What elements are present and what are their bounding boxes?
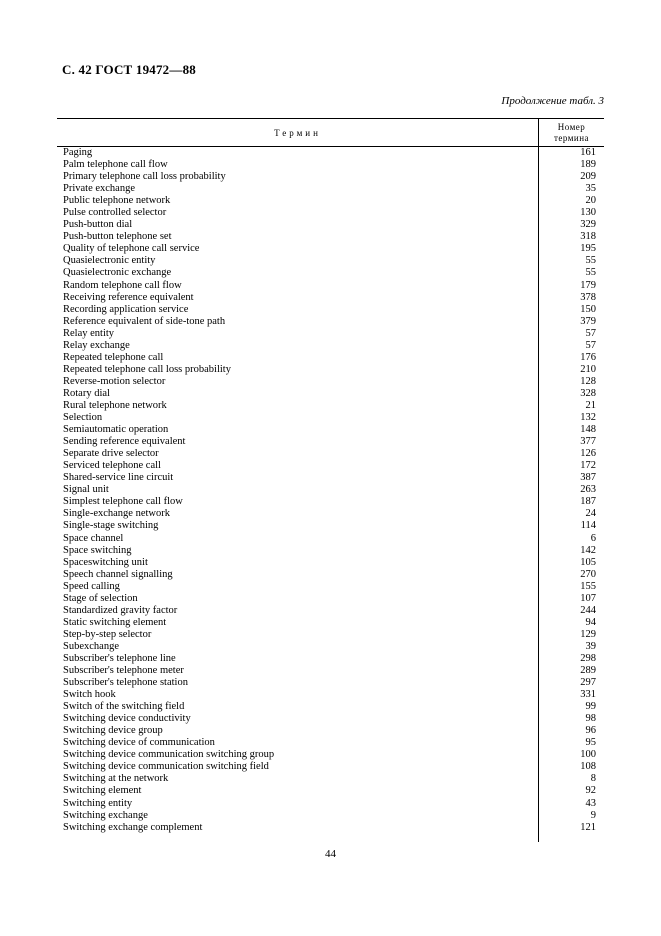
term-cell: Quasielectronic exchange <box>63 267 172 279</box>
term-cell: Random telephone call flow <box>63 279 182 291</box>
table-row <box>57 147 604 159</box>
number-cell: 289 <box>538 665 604 677</box>
number-cell: 107 <box>538 593 604 605</box>
spacer-term-cell <box>57 834 538 842</box>
term-cell: Quality of telephone call service <box>63 243 200 255</box>
table-row <box>57 593 604 605</box>
table-row <box>57 533 604 545</box>
number-cell: 100 <box>538 749 604 761</box>
number-cell: 209 <box>538 171 604 183</box>
number-cell: 55 <box>538 267 604 279</box>
table-row <box>57 436 604 448</box>
term-cell: Spaceswitching unit <box>63 556 148 568</box>
table-row <box>57 267 604 279</box>
term-cell: Speed calling <box>63 580 120 592</box>
term-cell: Primary telephone call loss probability <box>63 171 226 183</box>
table-row <box>57 292 604 304</box>
number-column-header-line1: Номер <box>557 121 586 132</box>
term-cell: Recording application service <box>63 303 189 315</box>
table-row <box>57 484 604 496</box>
table-row <box>57 545 604 557</box>
term-cell: Switching device communication switching group <box>63 749 275 761</box>
term-cell: Shared-service line circuit <box>63 472 174 484</box>
spacer-number-cell <box>538 834 604 842</box>
number-cell: 172 <box>538 460 604 472</box>
term-cell: Switch of the switching field <box>63 701 185 713</box>
table-rows <box>57 147 604 834</box>
term-cell: Push-button telephone set <box>63 231 172 243</box>
number-cell: 378 <box>538 292 604 304</box>
number-cell: 187 <box>538 496 604 508</box>
number-cell: 377 <box>538 436 604 448</box>
number-cell: 21 <box>538 400 604 412</box>
page-number: 44 <box>325 848 336 860</box>
table-row <box>57 231 604 243</box>
number-cell: 328 <box>538 388 604 400</box>
number-cell: 105 <box>538 557 604 569</box>
table-row <box>57 581 604 593</box>
number-column-header-line2: термина <box>553 132 590 143</box>
term-cell: Reverse-motion selector <box>63 375 166 387</box>
number-cell: 39 <box>538 641 604 653</box>
term-cell: Single-exchange network <box>63 508 171 520</box>
term-cell: Relay exchange <box>63 339 130 351</box>
number-cell: 155 <box>538 581 604 593</box>
term-cell: Standardized gravity factor <box>63 604 178 616</box>
term-cell: Serviced telephone call <box>63 460 161 472</box>
number-cell: 128 <box>538 376 604 388</box>
table-row <box>57 460 604 472</box>
term-cell: Stage of selection <box>63 592 138 604</box>
term-cell: Receiving reference equivalent <box>63 291 194 303</box>
term-cell: Subexchange <box>63 640 119 652</box>
table-row <box>57 183 604 195</box>
table-row <box>57 689 604 701</box>
term-column-header: Термин <box>274 127 321 138</box>
term-cell: Pulse controlled selector <box>63 207 167 219</box>
table-row <box>57 412 604 424</box>
number-cell: 24 <box>538 508 604 520</box>
term-cell: Paging <box>63 147 93 158</box>
table-spacer-row <box>57 834 604 842</box>
table-row <box>57 629 604 641</box>
number-cell: 57 <box>538 328 604 340</box>
table-row <box>57 785 604 797</box>
number-cell: 318 <box>538 231 604 243</box>
table-row <box>57 605 604 617</box>
number-cell: 114 <box>538 520 604 532</box>
term-cell: Repeated telephone call loss probability <box>63 363 231 375</box>
number-cell: 108 <box>538 761 604 773</box>
number-cell: 92 <box>538 785 604 797</box>
table-row <box>57 304 604 316</box>
table-row <box>57 340 604 352</box>
number-cell: 9 <box>538 810 604 822</box>
term-cell: Public telephone network <box>63 195 171 207</box>
number-cell: 176 <box>538 352 604 364</box>
number-cell: 387 <box>538 472 604 484</box>
number-cell: 142 <box>538 545 604 557</box>
term-cell: Palm telephone call flow <box>63 159 168 171</box>
number-cell: 126 <box>538 448 604 460</box>
table-row <box>57 376 604 388</box>
table-header-row <box>57 119 604 147</box>
table-row <box>57 677 604 689</box>
number-cell: 43 <box>538 798 604 810</box>
table-row <box>57 388 604 400</box>
term-cell: Relay entity <box>63 327 115 339</box>
term-cell: Static switching element <box>63 616 167 628</box>
table-row <box>57 665 604 677</box>
term-cell: Selection <box>63 412 103 424</box>
table-row <box>57 352 604 364</box>
table-row <box>57 496 604 508</box>
page-header: С. 42 ГОСТ 19472—88 <box>62 62 196 77</box>
number-cell: 121 <box>538 822 604 834</box>
term-cell: Push-button dial <box>63 219 133 231</box>
number-cell: 161 <box>538 147 604 159</box>
table-row <box>57 171 604 183</box>
term-cell: Reference equivalent of side-tone path <box>63 315 226 327</box>
table-row <box>57 557 604 569</box>
number-cell: 6 <box>538 533 604 545</box>
term-cell: Private exchange <box>63 183 136 195</box>
table-row <box>57 364 604 376</box>
term-cell: Switching device communication switching field <box>63 761 269 773</box>
table-row <box>57 773 604 785</box>
table-row <box>57 207 604 219</box>
number-cell: 150 <box>538 304 604 316</box>
table-row <box>57 653 604 665</box>
number-cell: 55 <box>538 255 604 267</box>
table-row <box>57 508 604 520</box>
number-cell: 95 <box>538 737 604 749</box>
number-column-header <box>538 119 604 146</box>
number-cell: 129 <box>538 629 604 641</box>
number-cell: 329 <box>538 219 604 231</box>
number-cell: 99 <box>538 701 604 713</box>
term-cell: Step-by-step selector <box>63 628 152 640</box>
number-cell: 94 <box>538 617 604 629</box>
terms-table <box>57 118 604 842</box>
table-row <box>57 617 604 629</box>
term-cell: Switching device conductivity <box>63 713 191 725</box>
term-cell: Speech channel signalling <box>63 568 173 580</box>
table-row <box>57 749 604 761</box>
number-cell: 179 <box>538 280 604 292</box>
table-row <box>57 328 604 340</box>
table-row <box>57 316 604 328</box>
table-row <box>57 798 604 810</box>
table-row <box>57 761 604 773</box>
term-cell: Switching device group <box>63 725 163 737</box>
term-cell: Separate drive selector <box>63 448 159 460</box>
term-cell: Switching exchange complement <box>63 821 203 833</box>
term-cell: Rotary dial <box>63 387 110 399</box>
term-cell: Switching exchange <box>63 809 148 821</box>
table-row <box>57 737 604 749</box>
table-row <box>57 448 604 460</box>
table-row <box>57 822 604 834</box>
table-row <box>57 701 604 713</box>
number-cell: 244 <box>538 605 604 617</box>
table-row <box>57 400 604 412</box>
table-row <box>57 641 604 653</box>
term-cell: Switch hook <box>63 689 116 701</box>
number-cell: 57 <box>538 340 604 352</box>
number-cell: 35 <box>538 183 604 195</box>
term-cell: Switching element <box>63 785 142 797</box>
table-row <box>57 725 604 737</box>
term-cell: Switching device of communication <box>63 737 215 749</box>
term-cell: Quasielectronic entity <box>63 255 156 267</box>
table-row <box>57 219 604 231</box>
number-cell: 20 <box>538 195 604 207</box>
table-row <box>57 713 604 725</box>
term-cell: Single-stage switching <box>63 520 159 532</box>
term-cell: Rural telephone network <box>63 399 167 411</box>
number-cell: 189 <box>538 159 604 171</box>
table-body <box>57 147 604 842</box>
number-cell: 298 <box>538 653 604 665</box>
table-row <box>57 424 604 436</box>
term-cell: Subscriber's telephone meter <box>63 665 184 677</box>
number-cell: 210 <box>538 364 604 376</box>
table-row <box>57 255 604 267</box>
table-row <box>57 159 604 171</box>
term-cell: Simplest telephone call flow <box>63 496 183 508</box>
table-row <box>57 243 604 255</box>
number-cell: 98 <box>538 713 604 725</box>
term-cell: Sending reference equivalent <box>63 436 186 448</box>
term-cell: Signal unit <box>63 484 109 496</box>
table-row <box>57 810 604 822</box>
term-cell: Switching at the network <box>63 773 169 785</box>
table-row <box>57 195 604 207</box>
number-cell: 331 <box>538 689 604 701</box>
number-cell: 8 <box>538 773 604 785</box>
table-row <box>57 520 604 532</box>
table-row <box>57 569 604 581</box>
term-cell: Subscriber's telephone station <box>63 677 188 689</box>
table-row <box>57 472 604 484</box>
number-cell: 195 <box>538 243 604 255</box>
table-continuation-note: Продолжение табл. 3 <box>501 95 604 107</box>
term-cell: Space channel <box>63 532 124 544</box>
number-cell: 297 <box>538 677 604 689</box>
term-cell: Semiautomatic operation <box>63 424 169 436</box>
number-cell: 379 <box>538 316 604 328</box>
number-cell: 132 <box>538 412 604 424</box>
term-cell: Switching entity <box>63 797 133 809</box>
table-row <box>57 280 604 292</box>
number-cell: 270 <box>538 569 604 581</box>
number-cell: 148 <box>538 424 604 436</box>
number-cell: 263 <box>538 484 604 496</box>
number-cell: 96 <box>538 725 604 737</box>
term-cell: Space switching <box>63 544 132 556</box>
number-cell: 130 <box>538 207 604 219</box>
term-cell: Repeated telephone call <box>63 351 164 363</box>
term-cell: Subscriber's telephone line <box>63 652 176 664</box>
